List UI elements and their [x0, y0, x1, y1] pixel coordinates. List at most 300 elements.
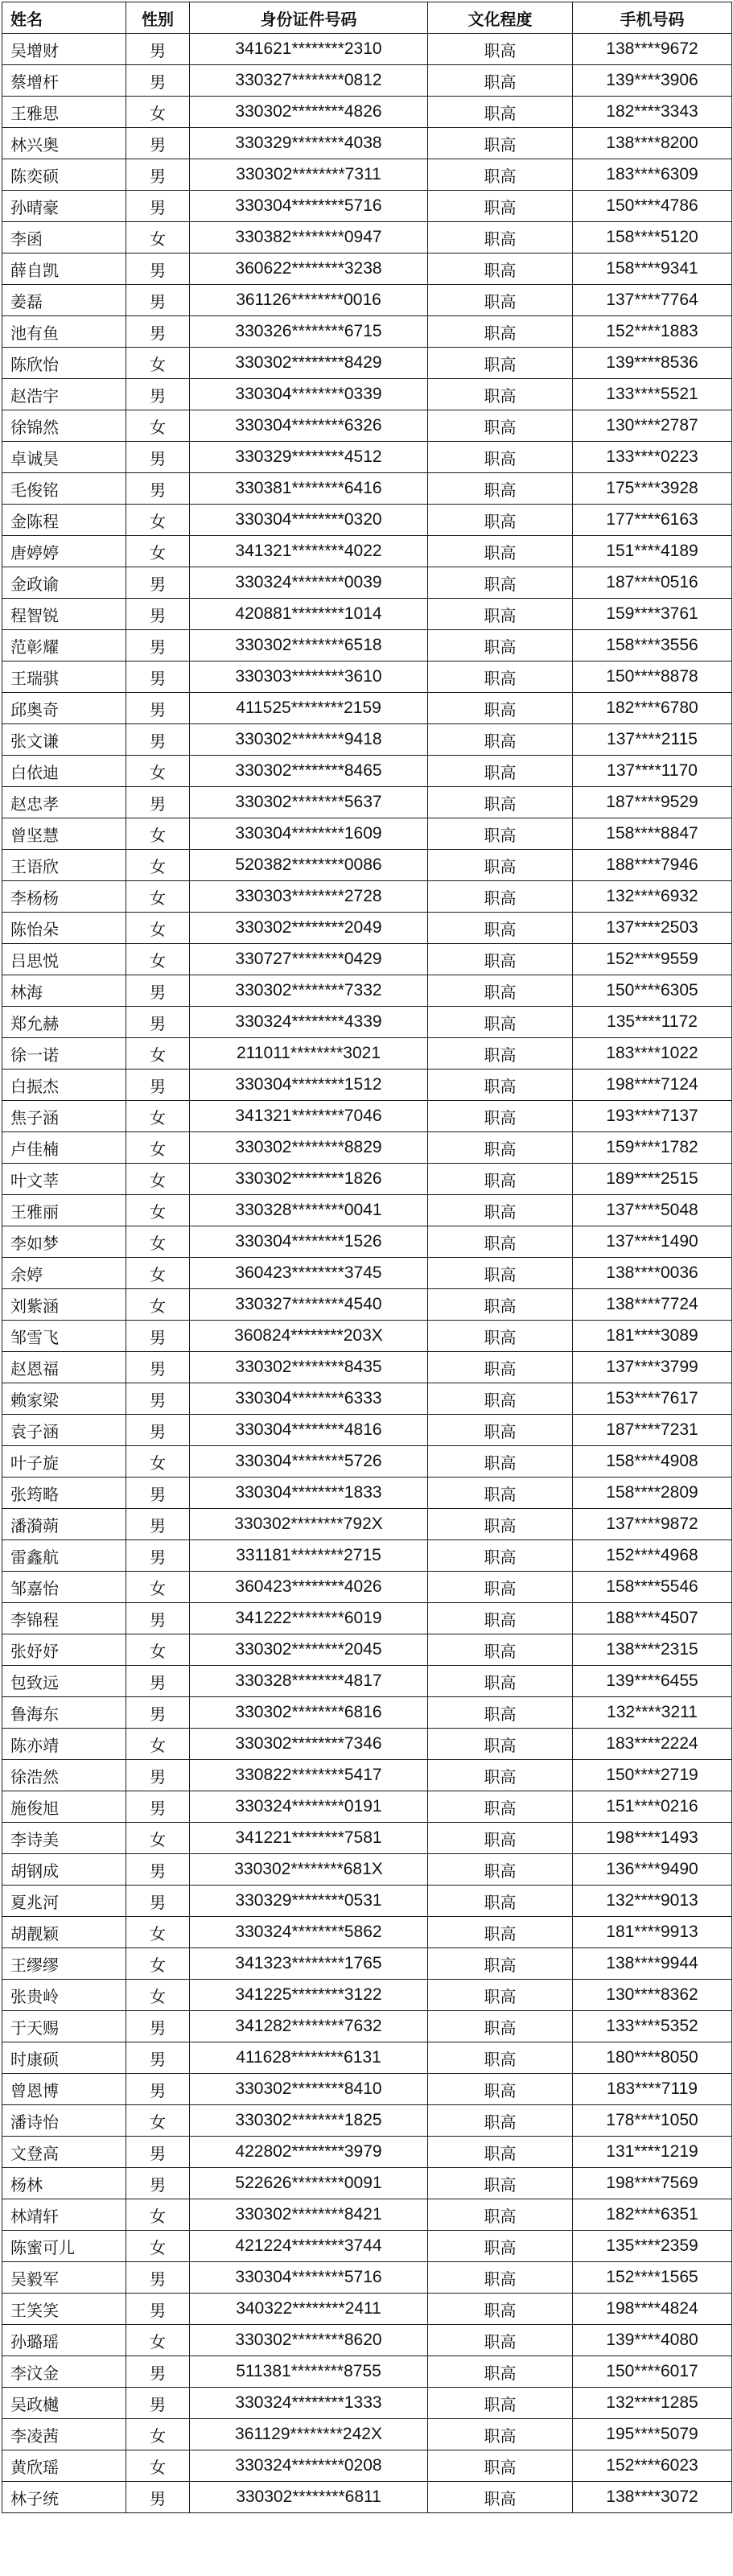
phone-cell: 151****0216: [573, 1791, 732, 1823]
phone-cell: 137****2115: [573, 724, 732, 756]
phone-cell: 132****3211: [573, 1697, 732, 1729]
id-number-cell: 330304********4816: [190, 1415, 428, 1446]
id-number-cell: 330302********2049: [190, 913, 428, 944]
education-cell: 职高: [428, 881, 573, 913]
gender-cell: 男: [126, 724, 190, 756]
name-cell: 胡钢成: [2, 1854, 126, 1886]
education-cell: 职高: [428, 1634, 573, 1666]
education-cell: 职高: [428, 2419, 573, 2450]
gender-cell: 女: [126, 2105, 190, 2137]
gender-cell: 男: [126, 1791, 190, 1823]
table-body: [2, 2, 732, 2513]
education-cell: 职高: [428, 2388, 573, 2419]
gender-cell: 男: [126, 2074, 190, 2105]
table-row: [2, 2199, 732, 2231]
phone-cell: 182****6351: [573, 2199, 732, 2231]
gender-cell: 女: [126, 1289, 190, 1321]
name-cell: 张妤妤: [2, 1634, 126, 1666]
education-cell: 职高: [428, 97, 573, 128]
gender-cell: 男: [126, 65, 190, 97]
id-number-cell: 330302********2045: [190, 1634, 428, 1666]
table-row: [2, 128, 732, 159]
education-cell: 职高: [428, 2482, 573, 2513]
gender-cell: 女: [126, 2419, 190, 2450]
phone-cell: 131****1219: [573, 2137, 732, 2168]
id-number-cell: 330302********1825: [190, 2105, 428, 2137]
phone-cell: 182****3343: [573, 97, 732, 128]
education-cell: 职高: [428, 2199, 573, 2231]
education-cell: 职高: [428, 1509, 573, 1540]
id-number-cell: 361129********242X: [190, 2419, 428, 2450]
id-number-cell: 330302********6518: [190, 630, 428, 662]
table-row: [2, 1101, 732, 1132]
gender-cell: 男: [126, 1760, 190, 1791]
phone-cell: 139****8536: [573, 348, 732, 379]
gender-cell: 女: [126, 850, 190, 881]
name-cell: 邹雪飞: [2, 1321, 126, 1352]
education-cell: 职高: [428, 2042, 573, 2074]
education-cell: 职高: [428, 348, 573, 379]
education-cell: 职高: [428, 536, 573, 567]
header-row: [2, 2, 732, 34]
phone-cell: 159****3761: [573, 599, 732, 630]
id-number-cell: 330304********1833: [190, 1478, 428, 1509]
table-row: [2, 34, 732, 65]
table-row: [2, 2356, 732, 2388]
name-cell: 徐锦然: [2, 410, 126, 442]
education-cell: 职高: [428, 567, 573, 599]
gender-cell: 男: [126, 1415, 190, 1446]
table-row: [2, 2105, 732, 2137]
education-cell: 职高: [428, 1258, 573, 1289]
phone-cell: 187****7231: [573, 1415, 732, 1446]
phone-cell: 152****6023: [573, 2450, 732, 2482]
table-row: [2, 1917, 732, 1948]
education-cell: 职高: [428, 1823, 573, 1854]
phone-cell: 193****7137: [573, 1101, 732, 1132]
gender-cell: 女: [126, 1917, 190, 1948]
name-cell: 鲁海东: [2, 1697, 126, 1729]
table-row: [2, 1729, 732, 1760]
gender-cell: 男: [126, 2388, 190, 2419]
education-cell: 职高: [428, 2450, 573, 2482]
gender-cell: 男: [126, 253, 190, 285]
education-cell: 职高: [428, 662, 573, 693]
phone-cell: 178****1050: [573, 2105, 732, 2137]
gender-cell: 男: [126, 1854, 190, 1886]
id-number-cell: 330327********0812: [190, 65, 428, 97]
table-row: [2, 2388, 732, 2419]
name-cell: 金陈程: [2, 505, 126, 536]
name-cell: 曾坚慧: [2, 818, 126, 850]
id-number-cell: 211011********3021: [190, 1038, 428, 1070]
name-cell: 毛俊铭: [2, 473, 126, 505]
gender-cell: 男: [126, 1697, 190, 1729]
education-cell: 职高: [428, 1321, 573, 1352]
phone-cell: 138****9672: [573, 34, 732, 65]
education-cell: 职高: [428, 1446, 573, 1478]
education-cell: 职高: [428, 379, 573, 410]
id-number-cell: 330328********0041: [190, 1195, 428, 1226]
id-number-cell: 330304********5716: [190, 2262, 428, 2294]
table-row: [2, 975, 732, 1007]
gender-cell: 男: [126, 159, 190, 191]
id-number-cell: 330326********6715: [190, 316, 428, 348]
education-cell: 职高: [428, 1478, 573, 1509]
table-row: [2, 1195, 732, 1226]
table-row: [2, 348, 732, 379]
name-cell: 李函: [2, 222, 126, 253]
gender-cell: 男: [126, 1509, 190, 1540]
table-row: [2, 2482, 732, 2513]
name-cell: 吕思悦: [2, 944, 126, 975]
id-number-cell: 330302********5637: [190, 787, 428, 818]
table-row: [2, 473, 732, 505]
id-number-cell: 341225********3122: [190, 1980, 428, 2011]
education-cell: 职高: [428, 128, 573, 159]
gender-cell: 男: [126, 191, 190, 222]
gender-cell: 男: [126, 2042, 190, 2074]
id-number-cell: 330328********4817: [190, 1666, 428, 1697]
gender-cell: 男: [126, 2356, 190, 2388]
education-cell: 职高: [428, 1164, 573, 1195]
gender-cell: 男: [126, 2482, 190, 2513]
gender-cell: 男: [126, 2262, 190, 2294]
education-cell: 职高: [428, 724, 573, 756]
id-number-cell: 522626********0091: [190, 2168, 428, 2199]
gender-cell: 男: [126, 2168, 190, 2199]
gender-cell: 男: [126, 975, 190, 1007]
phone-cell: 133****5521: [573, 379, 732, 410]
id-number-cell: 420881********1014: [190, 599, 428, 630]
table-row: [2, 1572, 732, 1603]
gender-cell: 男: [126, 442, 190, 473]
name-cell: 叶文莘: [2, 1164, 126, 1195]
name-cell: 孙璐瑶: [2, 2325, 126, 2356]
gender-cell: 男: [126, 473, 190, 505]
table-row: [2, 2231, 732, 2262]
gender-cell: 女: [126, 1132, 190, 1164]
phone-cell: 180****8050: [573, 2042, 732, 2074]
table-row: [2, 285, 732, 316]
table-row: [2, 1070, 732, 1101]
table-row: [2, 2262, 732, 2294]
id-number-cell: 330302********681X: [190, 1854, 428, 1886]
name-cell: 李杨杨: [2, 881, 126, 913]
education-cell: 职高: [428, 1195, 573, 1226]
gender-cell: 男: [126, 1603, 190, 1634]
education-cell: 职高: [428, 410, 573, 442]
phone-cell: 198****7124: [573, 1070, 732, 1101]
education-cell: 职高: [428, 2105, 573, 2137]
name-cell: 赖家梁: [2, 1383, 126, 1415]
education-cell: 职高: [428, 1226, 573, 1258]
phone-cell: 198****1493: [573, 1823, 732, 1854]
gender-cell: 女: [126, 2199, 190, 2231]
id-number-cell: 330822********5417: [190, 1760, 428, 1791]
gender-cell: 男: [126, 1886, 190, 1917]
gender-cell: 女: [126, 410, 190, 442]
header-id-number: 身份证件号码: [190, 2, 428, 34]
education-cell: 职高: [428, 944, 573, 975]
name-cell: 王缪缪: [2, 1948, 126, 1980]
table-row: [2, 1823, 732, 1854]
education-cell: 职高: [428, 1729, 573, 1760]
table-row: [2, 1854, 732, 1886]
phone-cell: 158****3556: [573, 630, 732, 662]
table-row: [2, 1383, 732, 1415]
name-cell: 陈欣怡: [2, 348, 126, 379]
table-row: [2, 693, 732, 724]
table-row: [2, 2011, 732, 2042]
education-cell: 职高: [428, 787, 573, 818]
phone-cell: 136****9490: [573, 1854, 732, 1886]
table-row: [2, 567, 732, 599]
phone-cell: 135****1172: [573, 1007, 732, 1038]
name-cell: 于天赐: [2, 2011, 126, 2042]
education-cell: 职高: [428, 1070, 573, 1101]
table-row: [2, 222, 732, 253]
education-cell: 职高: [428, 2168, 573, 2199]
gender-cell: 男: [126, 1383, 190, 1415]
phone-cell: 152****1883: [573, 316, 732, 348]
gender-cell: 女: [126, 1446, 190, 1478]
id-number-cell: 360423********4026: [190, 1572, 428, 1603]
name-cell: 王雅思: [2, 97, 126, 128]
id-number-cell: 330324********0039: [190, 567, 428, 599]
phone-cell: 183****6309: [573, 159, 732, 191]
table-row: [2, 316, 732, 348]
name-cell: 施俊旭: [2, 1791, 126, 1823]
name-cell: 焦子涵: [2, 1101, 126, 1132]
table-row: [2, 2168, 732, 2199]
education-cell: 职高: [428, 1917, 573, 1948]
table-row: [2, 2137, 732, 2168]
id-number-cell: 330302********792X: [190, 1509, 428, 1540]
id-number-cell: 330324********1333: [190, 2388, 428, 2419]
id-number-cell: 330303********2728: [190, 881, 428, 913]
name-cell: 唐婷婷: [2, 536, 126, 567]
table-row: [2, 442, 732, 473]
phone-cell: 198****4824: [573, 2294, 732, 2325]
name-cell: 时康硕: [2, 2042, 126, 2074]
table-row: [2, 1446, 732, 1478]
education-cell: 职高: [428, 505, 573, 536]
name-cell: 余婷: [2, 1258, 126, 1289]
table-row: [2, 1415, 732, 1446]
table-row: [2, 818, 732, 850]
name-cell: 蔡增杆: [2, 65, 126, 97]
phone-cell: 150****6305: [573, 975, 732, 1007]
name-cell: 白振杰: [2, 1070, 126, 1101]
id-number-cell: 340322********2411: [190, 2294, 428, 2325]
phone-cell: 137****1490: [573, 1226, 732, 1258]
table-row: [2, 787, 732, 818]
education-cell: 职高: [428, 1101, 573, 1132]
phone-cell: 188****4507: [573, 1603, 732, 1634]
table-row: [2, 1603, 732, 1634]
id-number-cell: 360423********3745: [190, 1258, 428, 1289]
gender-cell: 男: [126, 1666, 190, 1697]
name-cell: 王雅丽: [2, 1195, 126, 1226]
phone-cell: 132****6932: [573, 881, 732, 913]
phone-cell: 158****5546: [573, 1572, 732, 1603]
name-cell: 吴政樾: [2, 2388, 126, 2419]
gender-cell: 女: [126, 2231, 190, 2262]
gender-cell: 男: [126, 599, 190, 630]
id-number-cell: 411525********2159: [190, 693, 428, 724]
name-cell: 池有鱼: [2, 316, 126, 348]
education-cell: 职高: [428, 850, 573, 881]
name-cell: 林子统: [2, 2482, 126, 2513]
education-cell: 职高: [428, 1666, 573, 1697]
table-row: [2, 97, 732, 128]
table-row: [2, 1132, 732, 1164]
phone-cell: 198****7569: [573, 2168, 732, 2199]
gender-cell: 女: [126, 1226, 190, 1258]
phone-cell: 181****3089: [573, 1321, 732, 1352]
name-cell: 王语欣: [2, 850, 126, 881]
gender-cell: 男: [126, 2294, 190, 2325]
table-row: [2, 2325, 732, 2356]
name-cell: 李如梦: [2, 1226, 126, 1258]
id-number-cell: 330329********0531: [190, 1886, 428, 1917]
phone-cell: 138****9944: [573, 1948, 732, 1980]
phone-cell: 158****9341: [573, 253, 732, 285]
id-number-cell: 330302********8429: [190, 348, 428, 379]
phone-cell: 187****0516: [573, 567, 732, 599]
education-cell: 职高: [428, 1352, 573, 1383]
name-cell: 包致远: [2, 1666, 126, 1697]
name-cell: 李汶金: [2, 2356, 126, 2388]
phone-cell: 189****2515: [573, 1164, 732, 1195]
education-cell: 职高: [428, 1886, 573, 1917]
id-number-cell: 330329********4512: [190, 442, 428, 473]
name-cell: 郑允赫: [2, 1007, 126, 1038]
gender-cell: 女: [126, 1164, 190, 1195]
phone-cell: 158****8847: [573, 818, 732, 850]
id-number-cell: 330302********7346: [190, 1729, 428, 1760]
id-number-cell: 330324********0208: [190, 2450, 428, 2482]
table-row: [2, 1038, 732, 1070]
phone-cell: 150****2719: [573, 1760, 732, 1791]
name-cell: 文登高: [2, 2137, 126, 2168]
id-number-cell: 341321********4022: [190, 536, 428, 567]
education-cell: 职高: [428, 975, 573, 1007]
name-cell: 杨林: [2, 2168, 126, 2199]
id-number-cell: 331181********2715: [190, 1540, 428, 1572]
id-number-cell: 330304********6333: [190, 1383, 428, 1415]
education-cell: 职高: [428, 316, 573, 348]
name-cell: 陈奕硕: [2, 159, 126, 191]
phone-cell: 177****6163: [573, 505, 732, 536]
gender-cell: 男: [126, 1070, 190, 1101]
phone-cell: 130****2787: [573, 410, 732, 442]
table-row: [2, 2074, 732, 2105]
phone-cell: 138****0036: [573, 1258, 732, 1289]
id-number-cell: 511381********8755: [190, 2356, 428, 2388]
id-number-cell: 330324********4339: [190, 1007, 428, 1038]
table-row: [2, 724, 732, 756]
table-row: [2, 662, 732, 693]
header-phone: 手机号码: [573, 2, 732, 34]
id-number-cell: 330302********8465: [190, 756, 428, 787]
gender-cell: 男: [126, 316, 190, 348]
gender-cell: 女: [126, 1258, 190, 1289]
table-row: [2, 1289, 732, 1321]
education-cell: 职高: [428, 1007, 573, 1038]
table-row: [2, 253, 732, 285]
id-number-cell: 330324********0191: [190, 1791, 428, 1823]
id-number-cell: 330304********1512: [190, 1070, 428, 1101]
name-cell: 黄欣瑶: [2, 2450, 126, 2482]
education-cell: 职高: [428, 65, 573, 97]
name-cell: 张贵岭: [2, 1980, 126, 2011]
id-number-cell: 422802********3979: [190, 2137, 428, 2168]
phone-cell: 130****8362: [573, 1980, 732, 2011]
phone-cell: 183****1022: [573, 1038, 732, 1070]
phone-cell: 187****9529: [573, 787, 732, 818]
name-cell: 王瑞骐: [2, 662, 126, 693]
name-cell: 刘紫涵: [2, 1289, 126, 1321]
name-cell: 吴增财: [2, 34, 126, 65]
id-number-cell: 520382********0086: [190, 850, 428, 881]
name-cell: 胡靓颖: [2, 1917, 126, 1948]
name-cell: 林靖轩: [2, 2199, 126, 2231]
name-cell: 潘漪蒴: [2, 1509, 126, 1540]
phone-cell: 158****4908: [573, 1446, 732, 1478]
gender-cell: 女: [126, 1980, 190, 2011]
id-number-cell: 330302********8829: [190, 1132, 428, 1164]
name-cell: 李锦程: [2, 1603, 126, 1634]
id-number-cell: 360622********3238: [190, 253, 428, 285]
phone-cell: 175****3928: [573, 473, 732, 505]
name-cell: 袁子涵: [2, 1415, 126, 1446]
gender-cell: 女: [126, 818, 190, 850]
table-row: [2, 1258, 732, 1289]
name-cell: 吴毅军: [2, 2262, 126, 2294]
gender-cell: 女: [126, 505, 190, 536]
name-cell: 孙晴豪: [2, 191, 126, 222]
education-cell: 职高: [428, 1572, 573, 1603]
phone-cell: 159****1782: [573, 1132, 732, 1164]
gender-cell: 女: [126, 348, 190, 379]
id-number-cell: 330302********6816: [190, 1697, 428, 1729]
phone-cell: 158****5120: [573, 222, 732, 253]
phone-cell: 133****5352: [573, 2011, 732, 2042]
table-row: [2, 1164, 732, 1195]
id-number-cell: 330302********7311: [190, 159, 428, 191]
id-number-cell: 330302********7332: [190, 975, 428, 1007]
gender-cell: 男: [126, 2011, 190, 2042]
id-number-cell: 330304********0320: [190, 505, 428, 536]
name-cell: 王笑笑: [2, 2294, 126, 2325]
gender-cell: 女: [126, 222, 190, 253]
phone-cell: 137****7764: [573, 285, 732, 316]
education-cell: 职高: [428, 34, 573, 65]
phone-cell: 132****9013: [573, 1886, 732, 1917]
gender-cell: 男: [126, 567, 190, 599]
id-number-cell: 330304********1526: [190, 1226, 428, 1258]
table-row: [2, 1948, 732, 1980]
id-number-cell: 330302********8421: [190, 2199, 428, 2231]
name-cell: 张筠略: [2, 1478, 126, 1509]
education-cell: 职高: [428, 2137, 573, 2168]
table-row: [2, 599, 732, 630]
id-number-cell: 421224********3744: [190, 2231, 428, 2262]
gender-cell: 女: [126, 1634, 190, 1666]
name-cell: 金政谕: [2, 567, 126, 599]
